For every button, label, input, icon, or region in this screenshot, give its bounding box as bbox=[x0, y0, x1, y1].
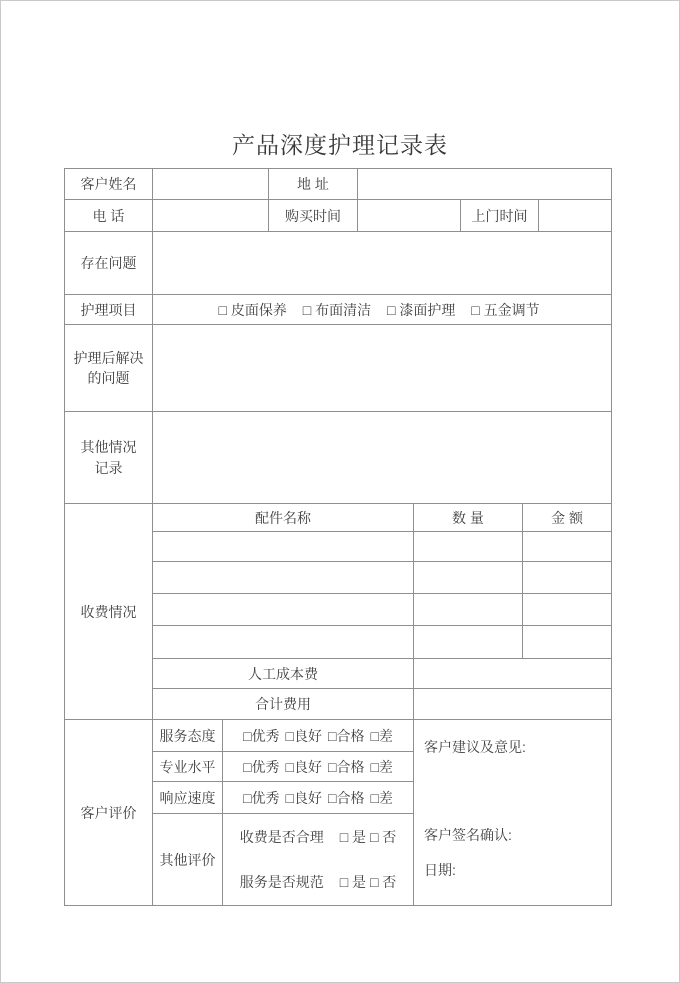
quantity-header: 数 量 bbox=[414, 504, 523, 532]
checkbox-poor[interactable]: □差 bbox=[370, 758, 393, 775]
checkbox-good[interactable]: □良好 bbox=[285, 789, 322, 806]
evaluation-section-label: 客户评价 bbox=[65, 720, 153, 906]
quantity-input-cell[interactable] bbox=[414, 594, 523, 626]
visit-time-label: 上门时间 bbox=[461, 200, 539, 232]
checkbox-yes-no[interactable]: □ 是 □ 否 bbox=[339, 828, 397, 845]
solved-problems-input-cell[interactable] bbox=[153, 325, 612, 412]
service-attitude-label: 服务态度 bbox=[153, 720, 223, 752]
other-evaluation-label: 其他评价 bbox=[153, 814, 223, 906]
other-record-label: 其他情况 记录 bbox=[65, 412, 153, 504]
existing-problems-label: 存在问题 bbox=[65, 232, 153, 295]
labor-cost-label: 人工成本费 bbox=[153, 659, 414, 689]
amount-header: 金 额 bbox=[523, 504, 612, 532]
purchase-time-label: 购买时间 bbox=[269, 200, 358, 232]
address-input-cell[interactable] bbox=[358, 169, 612, 200]
existing-problems-input-cell[interactable] bbox=[153, 232, 612, 295]
care-record-form-table bbox=[64, 168, 612, 906]
customer-suggestions-label: 客户建议及意见: bbox=[424, 739, 526, 755]
checkbox-good[interactable]: □良好 bbox=[285, 758, 322, 775]
purchase-time-input-cell[interactable] bbox=[358, 200, 461, 232]
amount-input-cell[interactable] bbox=[523, 562, 612, 594]
total-cost-input-cell[interactable] bbox=[414, 689, 612, 720]
charges-section-label: 收费情况 bbox=[65, 504, 153, 720]
service-attitude-rating-cell bbox=[223, 720, 414, 752]
other-record-input-cell[interactable] bbox=[153, 412, 612, 504]
visit-time-input-cell[interactable] bbox=[539, 200, 612, 232]
checkbox-pass[interactable]: □合格 bbox=[328, 758, 365, 775]
part-name-input-cell[interactable] bbox=[153, 532, 414, 562]
fee-reasonable-question: 收费是否合理 □ 是 □ 否 bbox=[239, 828, 397, 845]
checkbox-poor[interactable]: □差 bbox=[370, 727, 393, 744]
solved-problems-label: 护理后解决 的问题 bbox=[65, 325, 153, 412]
professional-level-rating-cell bbox=[223, 752, 414, 782]
checkbox-good[interactable]: □良好 bbox=[285, 727, 322, 744]
response-speed-rating-cell bbox=[223, 782, 414, 814]
quantity-input-cell[interactable] bbox=[414, 532, 523, 562]
checkbox-poor[interactable]: □差 bbox=[370, 789, 393, 806]
checkbox-leather-care[interactable]: □ 皮面保养 bbox=[218, 301, 287, 318]
phone-input-cell[interactable] bbox=[153, 200, 269, 232]
quantity-input-cell[interactable] bbox=[414, 626, 523, 659]
checkbox-yes-no[interactable]: □ 是 □ 否 bbox=[339, 874, 397, 891]
checkbox-fabric-cleaning[interactable]: □ 布面清洁 bbox=[302, 301, 372, 318]
amount-input-cell[interactable] bbox=[523, 532, 612, 562]
evaluation-right-cell bbox=[414, 720, 612, 906]
professional-level-label: 专业水平 bbox=[153, 752, 223, 782]
part-name-input-cell[interactable] bbox=[153, 626, 414, 659]
checkbox-excellent[interactable]: □优秀 bbox=[243, 727, 280, 744]
checkbox-excellent[interactable]: □优秀 bbox=[243, 758, 280, 775]
labor-cost-input-cell[interactable] bbox=[414, 659, 612, 689]
care-items-options-cell bbox=[153, 295, 612, 325]
part-name-input-cell[interactable] bbox=[153, 562, 414, 594]
amount-input-cell[interactable] bbox=[523, 594, 612, 626]
checkbox-excellent[interactable]: □优秀 bbox=[243, 789, 280, 806]
checkbox-paint-care[interactable]: □ 漆面护理 bbox=[386, 301, 456, 318]
checkbox-hardware-adjust[interactable]: □ 五金调节 bbox=[471, 301, 540, 318]
checkbox-pass[interactable]: □合格 bbox=[328, 727, 365, 744]
response-speed-label: 响应速度 bbox=[153, 782, 223, 814]
service-standard-question: 服务是否规范 □ 是 □ 否 bbox=[239, 874, 397, 891]
customer-name-label: 客户姓名 bbox=[65, 169, 153, 200]
part-name-header: 配件名称 bbox=[153, 504, 414, 532]
amount-input-cell[interactable] bbox=[523, 626, 612, 659]
address-label: 地 址 bbox=[269, 169, 358, 200]
page-title: 产品深度护理记录表 bbox=[232, 132, 448, 158]
checkbox-pass[interactable]: □合格 bbox=[328, 789, 365, 806]
customer-signature-label: 客户签名确认: bbox=[424, 827, 512, 843]
date-label: 日期: bbox=[424, 862, 456, 878]
care-items-label: 护理项目 bbox=[65, 295, 153, 325]
total-cost-label: 合计费用 bbox=[153, 689, 414, 720]
other-evaluation-cell bbox=[223, 814, 414, 906]
customer-name-input-cell[interactable] bbox=[153, 169, 269, 200]
quantity-input-cell[interactable] bbox=[414, 562, 523, 594]
phone-label: 电 话 bbox=[65, 200, 153, 232]
part-name-input-cell[interactable] bbox=[153, 594, 414, 626]
